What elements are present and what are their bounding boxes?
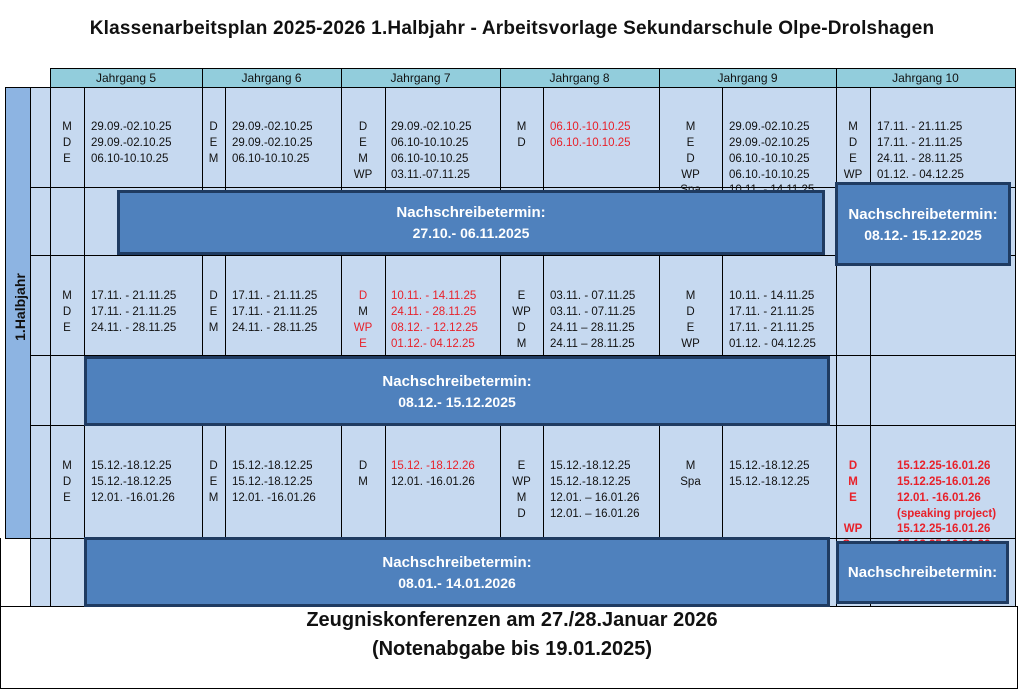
make-up-date-box-3-j10: Nachschreibetermin:	[836, 541, 1009, 604]
block1-j5-dates: 29.09.-02.10.25 29.09.-02.10.25 06.10-10.10.25	[91, 121, 172, 165]
block2-j5-subjects: M D E	[62, 290, 72, 334]
block3-j6-dates: 15.12.-18.12.25 15.12.-18.12.25 12.01. -16.01.26	[232, 460, 316, 504]
header-jahrgang-8: Jahrgang 8	[549, 71, 610, 85]
block2-j8-subjects: E WP D M	[512, 290, 531, 350]
block1-j10-dates: 17.11. - 21.11.25 17.11. - 21.11.25 24.11. - 28.11.25 01.12. - 04.12.25	[877, 121, 964, 181]
block1-j10-subjects: M D E WP	[843, 121, 863, 181]
header-jahrgang-7: Jahrgang 7	[390, 71, 451, 85]
block1-j7-dates: 29.09.-02.10.25 06.10-10.10.25 06.10-10.10.25 03.11.-07.11.25	[391, 121, 472, 181]
block2-j7-dates: 10.11. - 14.11.25 24.11. - 28.11.25 08.12. - 12.12.25 01.12.- 04.12.25	[391, 290, 478, 350]
block2-j6-subjects: D E M	[208, 290, 219, 334]
block3-j7-dates: 15.12. -18.12.26 12.01. -16.01.26	[391, 460, 475, 489]
block3-j8-subjects: E WP M D	[512, 460, 531, 520]
block2-j9-dates: 10.11. - 14.11.25 17.11. - 21.11.25 17.11. - 21.11.25 01.12. - 04.12.25	[729, 290, 816, 350]
block3-j8-dates: 15.12.-18.12.25 15.12.-18.12.25 12.01. – 16.01.26 12.01. – 16.01.26	[550, 460, 640, 520]
block3-j9-subjects: M Spa	[680, 460, 701, 489]
block2-j7-subjects: D M WP E	[353, 290, 373, 350]
block1-j7-subjects: D E M WP	[353, 121, 373, 181]
block3-j10-dates: 15.12.25-16.01.26 15.12.25-16.01.26 12.01. -16.01.26 (speaking project) 15.12.25-16.01.26	[897, 460, 997, 536]
block1-j8-subjects: M D	[516, 121, 527, 150]
block3-j7-subjects: D M	[358, 460, 368, 489]
page-title: Klassenarbeitsplan 2025-2026 1.Halbjahr - Arbeitsvorlage Sekundarschule Olpe-Drolshagen	[89, 18, 935, 39]
block1-j6-dates: 29.09.-02.10.25 29.09.-02.10.25 06.10-10.10.25	[232, 121, 313, 165]
block1-j6-subjects: D E M	[208, 121, 219, 165]
block2-j6-dates: 17.11. - 21.11.25 17.11. - 21.11.25 24.11. - 28.11.25	[232, 290, 318, 334]
header-jahrgang-10: Jahrgang 10	[892, 71, 959, 85]
block1-j9-subjects: M E D WP	[681, 121, 700, 181]
side-label: 1.Halbjahr	[12, 273, 28, 341]
block1-j5-subjects: M D E	[62, 121, 72, 165]
block3-j6-subjects: D E M	[208, 460, 219, 504]
footer-line-1: Zeugniskonferenzen am 27./28.Januar 2026	[306, 609, 718, 631]
header-jahrgang-6: Jahrgang 6	[241, 71, 302, 85]
block1-j8-dates: 06.10.-10.10.25 06.10.-10.10.25	[550, 121, 631, 150]
block2-j8-dates: 03.11. - 07.11.25 03.11. - 07.11.25 24.11 – 28.11.25 24.11 – 28.11.25	[550, 290, 636, 350]
make-up-date-box-1: Nachschreibetermin: 27.10.- 06.11.2025	[117, 190, 825, 255]
header-jahrgang-9: Jahrgang 9	[717, 71, 778, 85]
block1-j9-dates: 29.09.-02.10.25 29.09.-02.10.25 06.10.-10.10.25 06.10.-10.10.25	[729, 121, 810, 181]
make-up-date-box-3: Nachschreibetermin: 08.01.- 14.01.2026	[84, 537, 830, 607]
block3-j9-dates: 15.12.-18.12.25 15.12.-18.12.25	[729, 460, 810, 489]
block3-j10-subjects: D M E WP	[843, 460, 863, 536]
report-conference-note	[0, 606, 1024, 664]
footer-line-2: (Notenabgabe bis 19.01.2025)	[371, 638, 653, 660]
make-up-date-box-2: Nachschreibetermin: 08.12.- 15.12.2025	[84, 356, 830, 426]
block2-j9-subjects: M D E WP	[681, 290, 700, 350]
make-up-date-box-1-j10: Nachschreibetermin: 08.12.- 15.12.2025	[835, 182, 1011, 266]
block3-j5-dates: 15.12.-18.12.25 15.12.-18.12.25 12.01. -16.01.26	[91, 460, 175, 504]
header-jahrgang-5: Jahrgang 5	[95, 71, 157, 85]
block3-j5-subjects: M D E	[62, 460, 72, 504]
side-column	[5, 87, 30, 539]
block2-j5-dates: 17.11. - 21.11.25 17.11. - 21.11.25 24.11. - 28.11.25	[91, 290, 177, 334]
